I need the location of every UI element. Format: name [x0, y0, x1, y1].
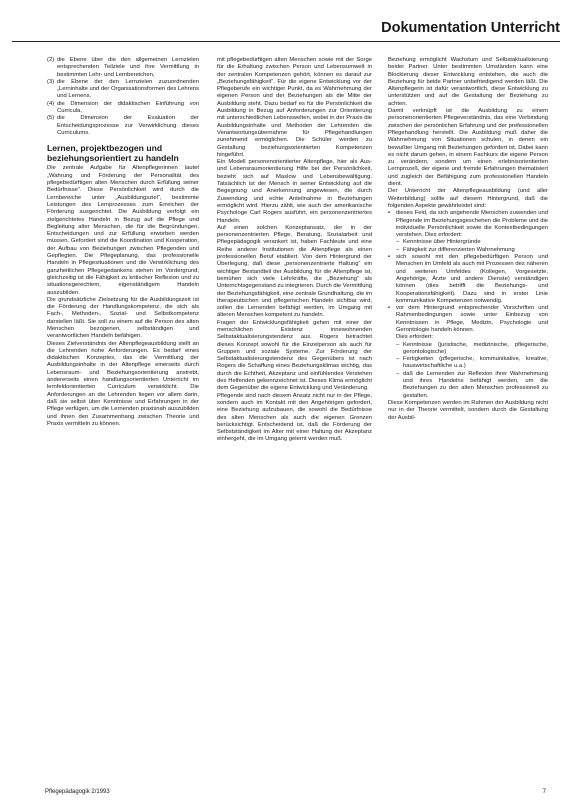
paragraph: Der Unterricht der Altenpflegeausbildung (und aller Weiterbildung) sollte auf diesem Hintergrund, daß die folgenden Aspekte gewährleistet sind:: [388, 188, 548, 209]
paragraph: Beziehung ermöglicht Wachstum und Selbstaktualisierung beider Partner. Unter bestimmten Umständen kann eine Blockierung dieser Entwicklung entstehen, die auch die Beziehung für beide Partner unbefriedigend werden läßt. Die Altenpflegerin ist dafür verantwortlich, diese Entwicklung zu unterstützen und auf die Gestaltung der Beziehung zu achten.: [388, 57, 548, 107]
page-number: 7: [542, 789, 546, 795]
paragraph: Diese Kompetenzen werden im Rahmen der Ausbildung nicht nur in der Theorie vermittelt, sondern durch die Gestaltung der Ausbil-: [388, 399, 548, 421]
page-title: Dokumentation Unterricht: [381, 20, 560, 36]
list-item: (3) die Ebene der den Lernzielen zuzuordnenden „Lerninhalte und der Organisationsformen des Lehrens und Lernens,: [47, 78, 199, 100]
sub-item: – Kenntnisse über Hintergründe: [396, 239, 481, 246]
sub-item: – Fähigkeit zur differenzierten Wahrnehmung: [396, 246, 515, 253]
paragraph: mit pflegebedürftigen alten Menschen sowie mit der Sorge für die Erhaltung zwischen Person und Lebensumwelt in der zentralen Kompetenzen gehört, können es darauf zur „Beziehungsfähigkeit“. Für die eigene Entwicklung vor der Pflegeberufe ein wichtiger Punkt, da es Wahrnehmung der eigenen Person und der Beziehungen als die Mitte der Ausbildung steht. Dazu bedarf es für die Persönlichkeit die Ausbildung in Bezug auf Anforderungen zur Orientierung mit unterschiedlichen Lebenswelten, wobei in der Praxis die Ausbildungsinhalte und Methoden der Lehrenden die Verantwortungsübernahme für Pflegehandlungen zunehmend ermöglichen. Die Schüler werden zu Gestaltung beziehungsorientierten Kompetenzen hingeführt.: [217, 57, 372, 158]
column-3: [388, 57, 548, 785]
page-header: [0, 20, 570, 41]
section-heading: Lernen, projektbezogen und beziehungsorientiert zu handeln: [47, 143, 179, 163]
column-1: [47, 57, 199, 785]
paragraph: Die zentrale Aufgabe für Altenpflegerinnen lautet „Wahrung und Förderung der Personalität des pflegebedürftigen alten Menschen durch Erfüllung seiner Bedürfnisse“. Diese Persönlichkeit wird durch die Lernbereiche unter „Ausbildungsziel“, bestimmte Leistungen des Lernprozesses zum Erreichen der Förderung ausgerichtet. Die Ausbildung verfolgt ein zielgerichtetes Handeln in Bezug auf die Pflege und Begleitung alter Menschen, die für die Begründungen, Entscheidungen und zur Erfüllung erworben werden müssen. Gefordert sind die Koordination und Kooperation, der Aufbau von Beziehungen zwischen Pflegenden und Gepflegten. Die Pflegeplanung, das professionelle Handeln in Pflegesituationen und die Verwirklichung des ganzheitlichen Pflegegedankens stehen im Vordergrund, gleichzeitig ist die Fähigkeit zu kritischer Reflexion und zu situationsgerechtem, eigenständigem Handeln auszubilden.: [47, 165, 199, 296]
sub-heading: Dies erfordert:: [396, 334, 434, 341]
paragraph: Auf einen solchen Konzeptansatz, der in der personenzentrierten Pflege, Beratung, Sozialarbeit und Pflegepädagogik verankert ist, haben Fachleute und eine Reihe anderer Institutionen die Altenpflege als einen professionellen Beruf etabliert. Von dem Hintergrund der Überlegung, daß diese „personenzentrierte Haltung“ ein wichtiger Bestandteil der Ausbildung für die Altenpflege ist, bemühen sich viele Lehrkräfte, die „Beziehung“ als Unterrichtsgegenstand zu integrieren. Durch die Vermittlung der Beziehungsfähigkeit, eine zentrale Grundhaltung, die im therapeutischen und pflegerischen Handeln sichtbar wird, sollen die Lernenden befähigt werden, im Umgang mit älteren Menschen kompetent zu handeln.: [217, 224, 372, 319]
sub-item: – Kenntnisse (juristische, medizinische, pflegerische, gerontologische): [396, 341, 548, 355]
paragraph: Die grundsätzliche Zielsetzung für die Ausbildungszeit ist die Förderung der Handlungskompetenz, die sich als Fach-, Methoden-, Sozial- und Selbstkompetenz darstellen läßt. Sie soll zu einem auf die Person des alten Menschen bezogenen, selbständigen und verantwortlichen Handeln befähigen.: [47, 296, 199, 340]
column-2: [217, 57, 372, 785]
bullet-item: • dieses Feld, da sich angehende Menschen zuwenden und Pflegende im Beziehungsgeschehen die Probleme und die individuelle Persönlichkeit sowie die Kontextbedingungen verstehen. Dies erfordert:: [388, 210, 548, 239]
paragraph: Dieses Zielverständnis der Altenpflegeausbildung stellt an die Lehrenden hohe Anforderungen. Es bedarf eines didaktischen Konzeptes, das die Vermittlung der Ausbildungsinhalte in der Altenpflege einerseits durch Lebensraum- und Beziehungsorientierung anstrebt, andererseits einen handlungsorientierten Unterricht im lernfeldorientierten Curriculum verwirklicht. Die Anforderungen an die Lehrenden liegen vor allem darin, daß sie selbst über Kenntnisse und Erfahrungen in der Pflege verfügen, um die Lernenden praxisnah auszubilden und ihnen den Zusammenhang zwischen Theorie und Praxis vermitteln zu können.: [47, 340, 199, 427]
paragraph: Pflegende sind nach diesem Ansatz nicht nur in der Pflege, sondern auch im Kontakt mit den Angehörigen gefordert, eine Beziehung aufzubauen, die sowohl die Bedürfnisse des alten Menschen als auch die eigenen Grenzen berücksichtigt. Entscheidend ist, daß die Förderung der Selbstständigkeit im Alter mit einer Haltung der Akzeptanz einhergeht, die im Umgang gelernt werden muß.: [217, 392, 372, 443]
paragraph: Ein Modell personenorientierter Altenpflege, hier als Aus- und Lebensraumorientierung Hilfe bei der Persönlichkeit, bezieht sich auf Maslow und Lebensbewältigung. Tatsächlich ist der Mensch in seiner Entwicklung auf die Begegnung und Anerkennung angewiesen, die durch Zuwendung und echte Anteilnahme in Beziehungen ermöglicht wird. Hierzu zählt, wie auch der amerikanische Psychologe Carl Rogers ausführt, ein personenzentriertes Handeln.: [217, 159, 372, 224]
footer-journal: Pflegepädagogik 2/1993: [45, 789, 110, 795]
list-item: (2) die Ebene über die den allgemeinen Lernzielen entsprechenden Teilziele und ihre Vermittlung in bestimmten Lehr- und Lernbereichen,: [47, 57, 199, 78]
bullet-icon: •: [388, 305, 391, 312]
bullet-icon: •: [388, 254, 391, 261]
sub-item: – Fertigkeiten (pflegerische, kommunikative, kreative, hauswirtschaftliche u.a.): [396, 356, 548, 370]
bullet-icon: •: [388, 210, 391, 217]
paragraph: Damit verknüpft ist die Ausbildung zu einem personenorientierten Pflegeverständnis, das eine Verbindung zwischen der persönlichen Erfahrung und der professionellen Pflegehandlung herstellt. Die Ausbildung muß daher die Wahrnehmung von Situationen schulen, in denen ein bewußter Umgang mit Beziehungen gefordert ist. Dabei kann es nicht darum gehen, in einem Fachkurs die eigene Person zu verändern, sondern um einen erlebnisorientierten Lernprozeß, der eigene und fremde Erfahrungen thematisiert und zugleich der Befähigung zum professionellen Handeln dient.: [388, 108, 548, 188]
bullet-item: • sich sowohl mit den pflegebedürftigen Person und Menschen im Umfeld als auch mit Prozessen des näheren und weiteren Umfeldes (Kollegen, Vorgesetzte, Angehörige, Ärzte und andere Dienste) verständigen können (dies betrifft die Beziehungs- und Kooperationsfähigkeit). Dazu sind in erster Linie kommunikative Kompetenzen notwendig.: [388, 254, 548, 304]
sub-item: – daß die Lernenden zur Reflexion ihrer Wahrnehmung und ihres Handelns befähigt werden, um die Beziehungen zu den alten Menschen professionell zu gestalten.: [396, 370, 548, 399]
paragraph: Fragen der Entwicklungsfähigkeit gehen mit einer der menschlichen Existenz innewohnenden Selbstaktualisierungstendenz aus. Rogers betrachtet dieses Konzept sowohl für die Einzelperson als auch für Gruppen und soziale Systeme. Zur Förderung der Selbstaktualisierungstendenz des Gegenübers ist nach Rogers die Schaffung eines Beziehungsklimas wichtig, das durch die Echtheit, Akzeptanz und einfühlendes Verstehen des Helfenden gekennzeichnet ist. Dieses Klima ermöglicht dem Gegenüber die eigene Entwicklung und Veränderung.: [217, 319, 372, 392]
list-item: (4) die Dimension der didaktischen Einführung von Curricula,: [47, 100, 199, 115]
bullet-item: • vor dem Hintergrund entsprechender Vorschriften und Rahmenbedingungen sowie unter Einbezug von Kenntnissen in Pflege, Medizin, Psychologie und Gerontologie handeln können.: [388, 305, 548, 333]
header-rule: [12, 41, 560, 42]
list-item: (5) die Dimension der Evaluation der Entscheidungsprozesse zur Verwirklichung dieses Curriculums.: [47, 115, 199, 136]
